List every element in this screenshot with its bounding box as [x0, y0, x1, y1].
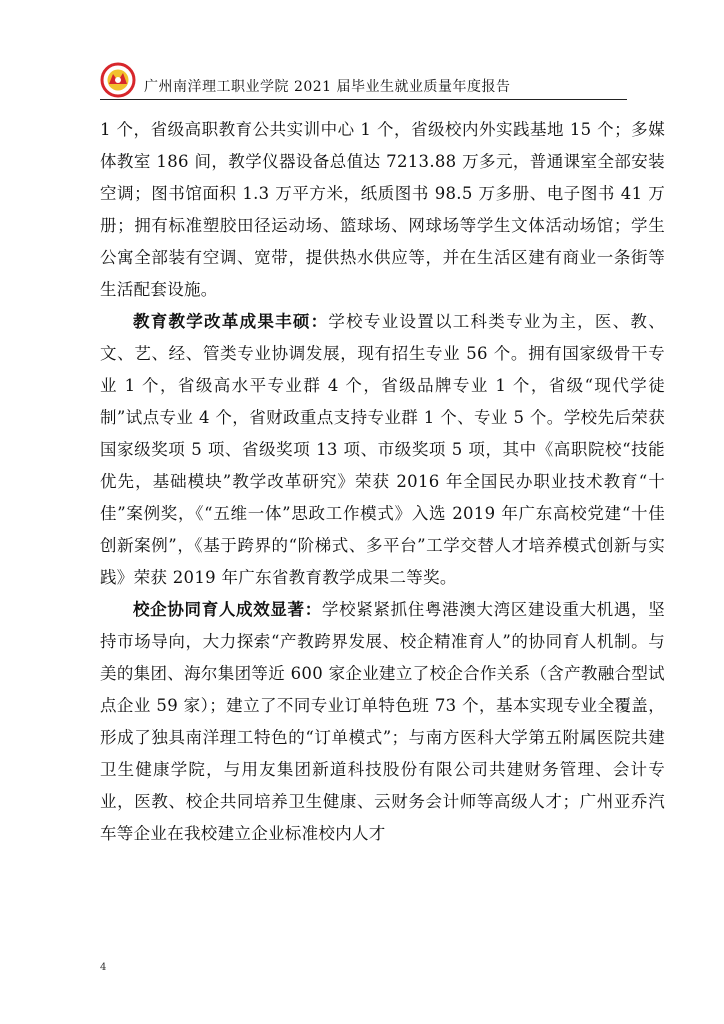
- page-header: [100, 62, 660, 96]
- paragraph-lead: 校企协同育人成效显著：: [133, 600, 322, 619]
- paragraph-facilities: [100, 114, 665, 306]
- paragraph-text: 1 个，省级高职教育公共实训中心 1 个，省级校内外实践基地 15 个；多媒体教室 186 间，教学仪器设备总值达 7213.88 万多元，普通课室全部安装空调；图书馆面积 1.3 万平方米，纸质图书 98.5 万多册、电子图书 41 万册；拥有标准塑胶田径运动场、篮球场、网球场等学生文体活动场馆；学生公寓全部装有空调、宽带，提供热水供应等，并在生活区建有商业一条街等生活配套设施。: [100, 120, 665, 299]
- college-logo-icon: [100, 62, 136, 98]
- report-title: 广州南洋理工职业学院 2021 届毕业生就业质量年度报告: [144, 79, 511, 95]
- paragraph-lead: 教育教学改革成果丰硕：: [133, 312, 329, 331]
- paragraph-school-enterprise: [100, 594, 665, 850]
- page-number: 4: [100, 962, 107, 973]
- header-divider: [100, 99, 627, 100]
- paragraph-teaching-reform: [100, 306, 665, 594]
- paragraph-text: 学校专业设置以工科类专业为主，医、教、文、艺、经、管类专业协调发展，现有招生专业 56 个。拥有国家级骨干专业 1 个，省级高水平专业群 4 个，省级品牌专业 1 个，省级“现代学徒制”试点专业 4 个，省财政重点支持专业群 1 个、专业 5 个。学校先后荣获国家级奖项 5 项、省级奖项 13 项、市级奖项 5 项，其中《高职院校“技能优先，基础模块”教学改革研究》荣获 2016 年全国民办职业技术教育“十佳”案例奖，《“五维一体”思政工作模式》入选 2019 年广东高校党建“十佳创新案例”，《基于跨界的“阶梯式、多平台”工学交替人才培养模式创新与实践》荣获 2019 年广东省教育教学成果二等奖。: [100, 312, 665, 587]
- document-body: [100, 114, 665, 850]
- paragraph-text: 学校紧紧抓住粤港澳大湾区建设重大机遇，坚持市场导向，大力探索“产教跨界发展、校企精准育人”的协同育人机制。与美的集团、海尔集团等近 600 家企业建立了校企合作关系（含产教融合型试点企业 59 家）；建立了不同专业订单特色班 73 个，基本实现专业全覆盖，形成了独具南洋理工特色的“订单模式”；与南方医科大学第五附属医院共建卫生健康学院，与用友集团新道科技股份有限公司共建财务管理、会计专业，医教、校企共同培养卫生健康、云财务会计师等高级人才；广州亚乔汽车等企业在我校建立企业标准校内人才: [100, 600, 665, 843]
